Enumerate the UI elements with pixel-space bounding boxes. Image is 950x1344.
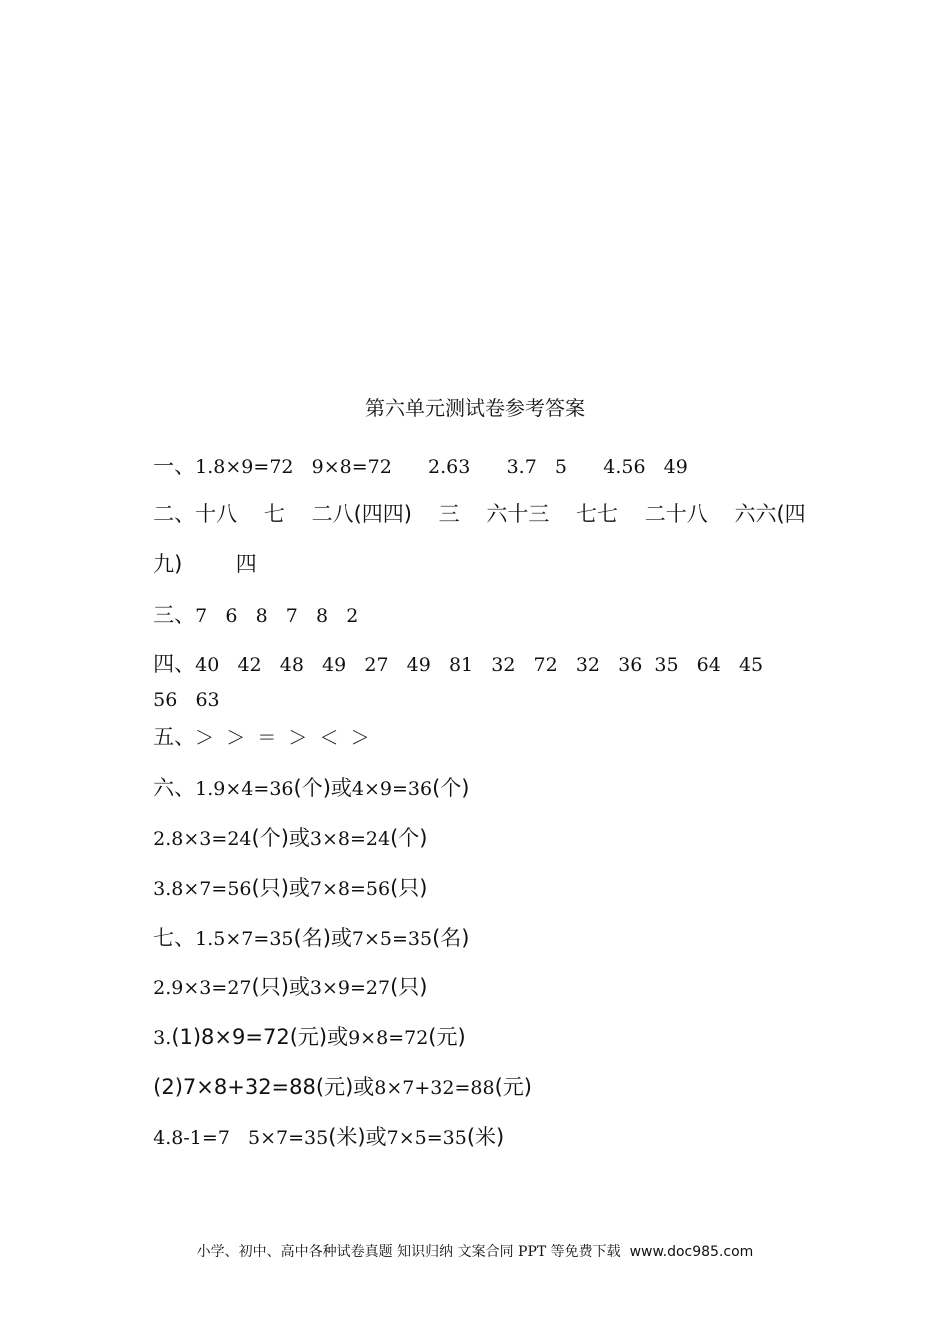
section-label: 二、 xyxy=(153,502,196,526)
section-label: 三、 xyxy=(153,603,196,627)
equation: 3×9=27 xyxy=(309,977,391,999)
question-number: 3. xyxy=(153,1027,172,1049)
equation: 7×5=35 xyxy=(386,1127,467,1149)
section-text: 7 6 8 7 8 2 xyxy=(195,605,359,627)
equation: 4×9=36 xyxy=(351,778,433,800)
section-text: 40 42 48 49 27 49 81 32 72 32 36 35 64 45 xyxy=(195,654,764,676)
answer-section-5 xyxy=(143,711,370,748)
equation: 7×8=56 xyxy=(309,878,391,900)
section-label: 四、 xyxy=(153,652,196,676)
answer-section-4 xyxy=(143,638,763,675)
unit: (只) xyxy=(390,876,428,900)
or-word: 或 xyxy=(288,876,310,900)
or-word: 或 xyxy=(288,826,310,850)
section-text: ＞ ＞ ＝ ＞ ＜ ＞ xyxy=(195,727,370,749)
or-word: 或 xyxy=(330,776,352,800)
answer-section-7-q3-part2 xyxy=(143,1061,532,1098)
equation: 1.5×7=35 xyxy=(195,928,294,950)
equation: 2.9×3=27 xyxy=(153,977,252,999)
equation: 3×8=24 xyxy=(309,828,391,850)
unit: (只) xyxy=(251,975,289,999)
section-label: 六、 xyxy=(153,776,196,800)
equation: 4.8-1=7 5×7=35 xyxy=(153,1127,329,1149)
answer-section-7-q1 xyxy=(143,912,469,949)
unit: (个) xyxy=(390,826,428,850)
page-footer xyxy=(0,1245,950,1259)
or-word: 或 xyxy=(330,926,352,950)
answer-section-7-q3 xyxy=(143,1011,466,1048)
answer-section-1 xyxy=(143,440,688,477)
answer-section-2 xyxy=(143,488,806,525)
equation: (2)7×8+32=88(元)或 xyxy=(153,1075,375,1099)
answer-section-2-cont xyxy=(143,538,257,575)
equation: 2.8×3=24 xyxy=(153,828,252,850)
section-text: 1.8×9=72 9×8=72 2.63 3.7 5 4.56 49 xyxy=(195,456,688,478)
footer-link[interactable]: www.doc985.com xyxy=(629,1244,754,1260)
unit: (米) xyxy=(466,1125,505,1149)
unit: (个) xyxy=(293,776,331,800)
section-text: 十八 七 二八(四四) 三 六十三 七七 二十八 六六(四 xyxy=(195,502,806,526)
equation: 7×5=35 xyxy=(351,928,433,950)
equation: (1)8×9=72(元)或 xyxy=(171,1025,349,1049)
answer-section-6-q3 xyxy=(143,862,427,899)
footer-text: 小学、初中、高中各种试卷真题 知识归纳 文案合同 PPT 等免费下载 xyxy=(196,1244,621,1260)
section-label: 五、 xyxy=(153,725,196,749)
equation: 3.8×7=56 xyxy=(153,878,252,900)
answer-section-6-q1 xyxy=(143,762,469,799)
unit: (只) xyxy=(251,876,289,900)
unit: (元) xyxy=(494,1075,532,1099)
answer-section-7-q2 xyxy=(143,961,427,998)
unit: (名) xyxy=(293,926,331,950)
section-text: 九) 四 xyxy=(153,552,257,576)
answer-section-3 xyxy=(143,589,358,626)
page-title: 第六单元测试卷参考答案 xyxy=(365,396,585,420)
unit: (名) xyxy=(432,926,470,950)
equation: 1.9×4=36 xyxy=(195,778,294,800)
answer-section-7-q4 xyxy=(143,1111,504,1148)
answer-section-4-cont xyxy=(143,675,220,710)
section-text: 56 63 xyxy=(153,689,220,711)
equation: 9×8=72 xyxy=(348,1027,429,1049)
section-label: 七、 xyxy=(153,926,196,950)
section-label: 一、 xyxy=(153,454,196,478)
equation: 8×7+32=88 xyxy=(374,1077,495,1099)
answer-section-6-q2 xyxy=(143,812,427,849)
unit: (个) xyxy=(432,776,470,800)
unit: (元) xyxy=(428,1025,466,1049)
unit: (个) xyxy=(251,826,289,850)
or-word: 或 xyxy=(288,975,310,999)
unit: (米)或 xyxy=(328,1125,387,1149)
unit: (只) xyxy=(390,975,428,999)
